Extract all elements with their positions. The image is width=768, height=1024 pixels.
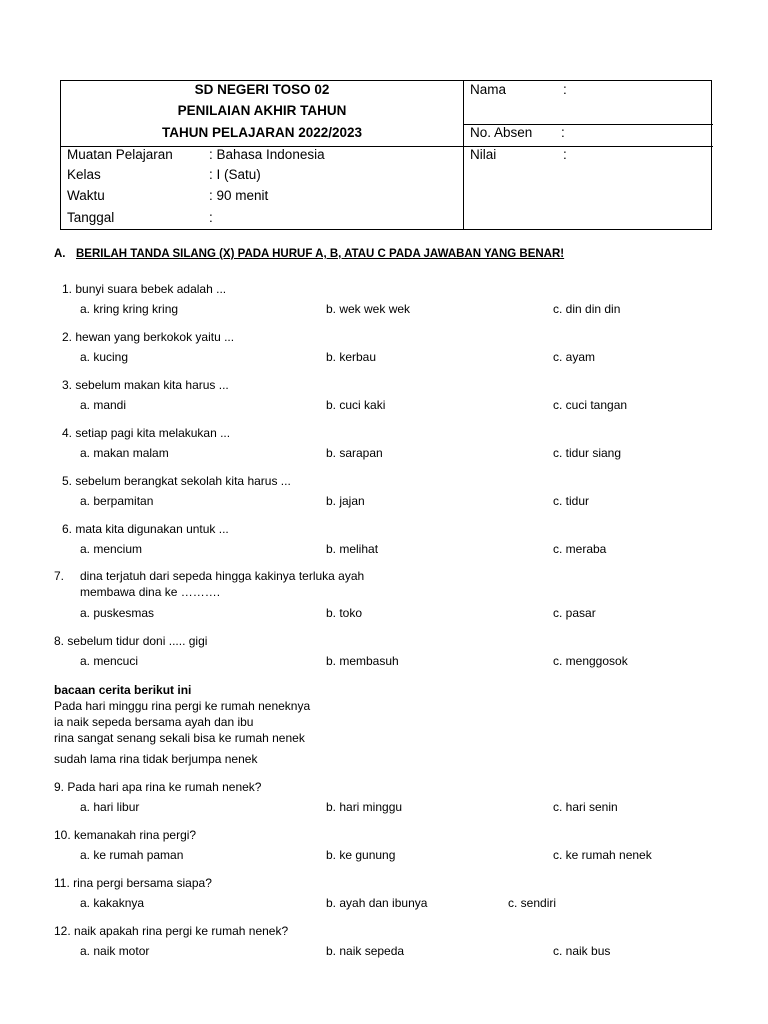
question-2: 2. hewan yang berkokok yaitu ...: [62, 330, 235, 344]
question-11: 11. rina pergi bersama siapa?: [54, 876, 212, 890]
question-6: 6. mata kita digunakan untuk ...: [62, 522, 229, 536]
q6-option-a[interactable]: a. mencium: [80, 542, 143, 556]
q6-option-b[interactable]: b. melihat: [326, 542, 379, 556]
info-label-class: Kelas: [67, 167, 101, 182]
q11-option-b[interactable]: b. ayah dan ibunya: [326, 896, 428, 910]
name-label: Nama: [470, 82, 507, 97]
question-1: 1. bunyi suara bebek adalah ...: [62, 282, 227, 296]
q12-option-c[interactable]: c. naik bus: [553, 944, 611, 958]
q8-option-b[interactable]: b. membasuh: [326, 654, 399, 668]
section-instruction: BERILAH TANDA SILANG (X) PADA HURUF A, B, ATAU C PADA JAWABAN YANG BENAR!: [76, 248, 565, 260]
q7-option-a[interactable]: a. puskesmas: [80, 606, 155, 620]
q5-option-c[interactable]: c. tidur: [553, 494, 590, 508]
school-name: SD NEGERI TOSO 02: [194, 82, 330, 97]
q7-option-b[interactable]: b. toko: [326, 606, 363, 620]
question-12: 12. naik apakah rina pergi ke rumah nenek?: [54, 924, 289, 938]
question-4: 4. setiap pagi kita melakukan ...: [62, 426, 231, 440]
name-value: :: [563, 82, 567, 97]
question-8: 8. sebelum tidur doni ..... gigi: [54, 634, 208, 648]
q9-option-a[interactable]: a. hari libur: [80, 800, 140, 814]
q7-option-c[interactable]: c. pasar: [553, 606, 596, 620]
table-divider-right-2: [463, 146, 713, 147]
score-label: Nilai: [470, 147, 497, 162]
reading-line-4: sudah lama rina tidak berjumpa nenek: [54, 752, 258, 766]
info-value-subject: : Bahasa Indonesia: [209, 147, 325, 162]
q4-option-c[interactable]: c. tidur siang: [553, 446, 622, 460]
q8-option-c[interactable]: c. menggosok: [553, 654, 628, 668]
q5-option-b[interactable]: b. jajan: [326, 494, 365, 508]
absen-value: :: [561, 125, 565, 140]
section-marker: A.: [54, 248, 66, 260]
info-label-time: Waktu: [67, 188, 105, 203]
info-value-time: : 90 menit: [209, 188, 269, 203]
question-10: 10. kemanakah rina pergi?: [54, 828, 197, 842]
q10-option-b[interactable]: b. ke gunung: [326, 848, 396, 862]
q9-option-c[interactable]: c. hari senin: [553, 800, 618, 814]
q3-option-a[interactable]: a. mandi: [80, 398, 127, 412]
q1-option-c[interactable]: c. din din din: [553, 302, 621, 316]
reading-line-2: ia naik sepeda bersama ayah dan ibu: [54, 715, 254, 729]
info-value-class: : I (Satu): [209, 167, 261, 182]
q6-option-c[interactable]: c. meraba: [553, 542, 607, 556]
q4-option-a[interactable]: a. makan malam: [80, 446, 169, 460]
q10-option-a[interactable]: a. ke rumah paman: [80, 848, 184, 862]
header-table: [60, 80, 712, 230]
question-7-number: 7.: [54, 569, 65, 583]
score-value: :: [563, 147, 567, 162]
question-7-line-2: membawa dina ke ……….: [80, 585, 221, 599]
q8-option-a[interactable]: a. mencuci: [80, 654, 139, 668]
table-divider-vertical: [463, 81, 464, 229]
exam-title: PENILAIAN AKHIR TAHUN: [177, 103, 347, 118]
q2-option-b[interactable]: b. kerbau: [326, 350, 377, 364]
question-3: 3. sebelum makan kita harus ...: [62, 378, 229, 392]
info-label-date: Tanggal: [67, 210, 115, 225]
q12-option-b[interactable]: b. naik sepeda: [326, 944, 405, 958]
info-label-subject: Muatan Pelajaran: [67, 147, 173, 162]
reading-line-3: rina sangat senang sekali bisa ke rumah nenek: [54, 731, 305, 745]
q11-option-c[interactable]: c. sendiri: [508, 896, 557, 910]
info-value-date: :: [209, 210, 213, 225]
q1-option-b[interactable]: b. wek wek wek: [326, 302, 411, 316]
q3-option-c[interactable]: c. cuci tangan: [553, 398, 628, 412]
absen-label: No. Absen: [470, 125, 533, 140]
q12-option-a[interactable]: a. naik motor: [80, 944, 150, 958]
q2-option-c[interactable]: c. ayam: [553, 350, 596, 364]
q11-option-a[interactable]: a. kakaknya: [80, 896, 145, 910]
q2-option-a[interactable]: a. kucing: [80, 350, 129, 364]
question-9: 9. Pada hari apa rina ke rumah nenek?: [54, 780, 262, 794]
q1-option-a[interactable]: a. kring kring kring: [80, 302, 179, 316]
q3-option-b[interactable]: b. cuci kaki: [326, 398, 386, 412]
reading-line-1: Pada hari minggu rina pergi ke rumah neneknya: [54, 699, 311, 713]
q4-option-b[interactable]: b. sarapan: [326, 446, 383, 460]
q5-option-a[interactable]: a. berpamitan: [80, 494, 154, 508]
q9-option-b[interactable]: b. hari minggu: [326, 800, 403, 814]
question-7-line-1: dina terjatuh dari sepeda hingga kakinya terluka ayah: [80, 569, 365, 583]
school-year: TAHUN PELAJARAN 2022/2023: [161, 125, 363, 140]
reading-title: bacaan cerita berikut ini: [54, 683, 192, 697]
question-5: 5. sebelum berangkat sekolah kita harus ...: [62, 474, 291, 488]
q10-option-c[interactable]: c. ke rumah nenek: [553, 848, 652, 862]
